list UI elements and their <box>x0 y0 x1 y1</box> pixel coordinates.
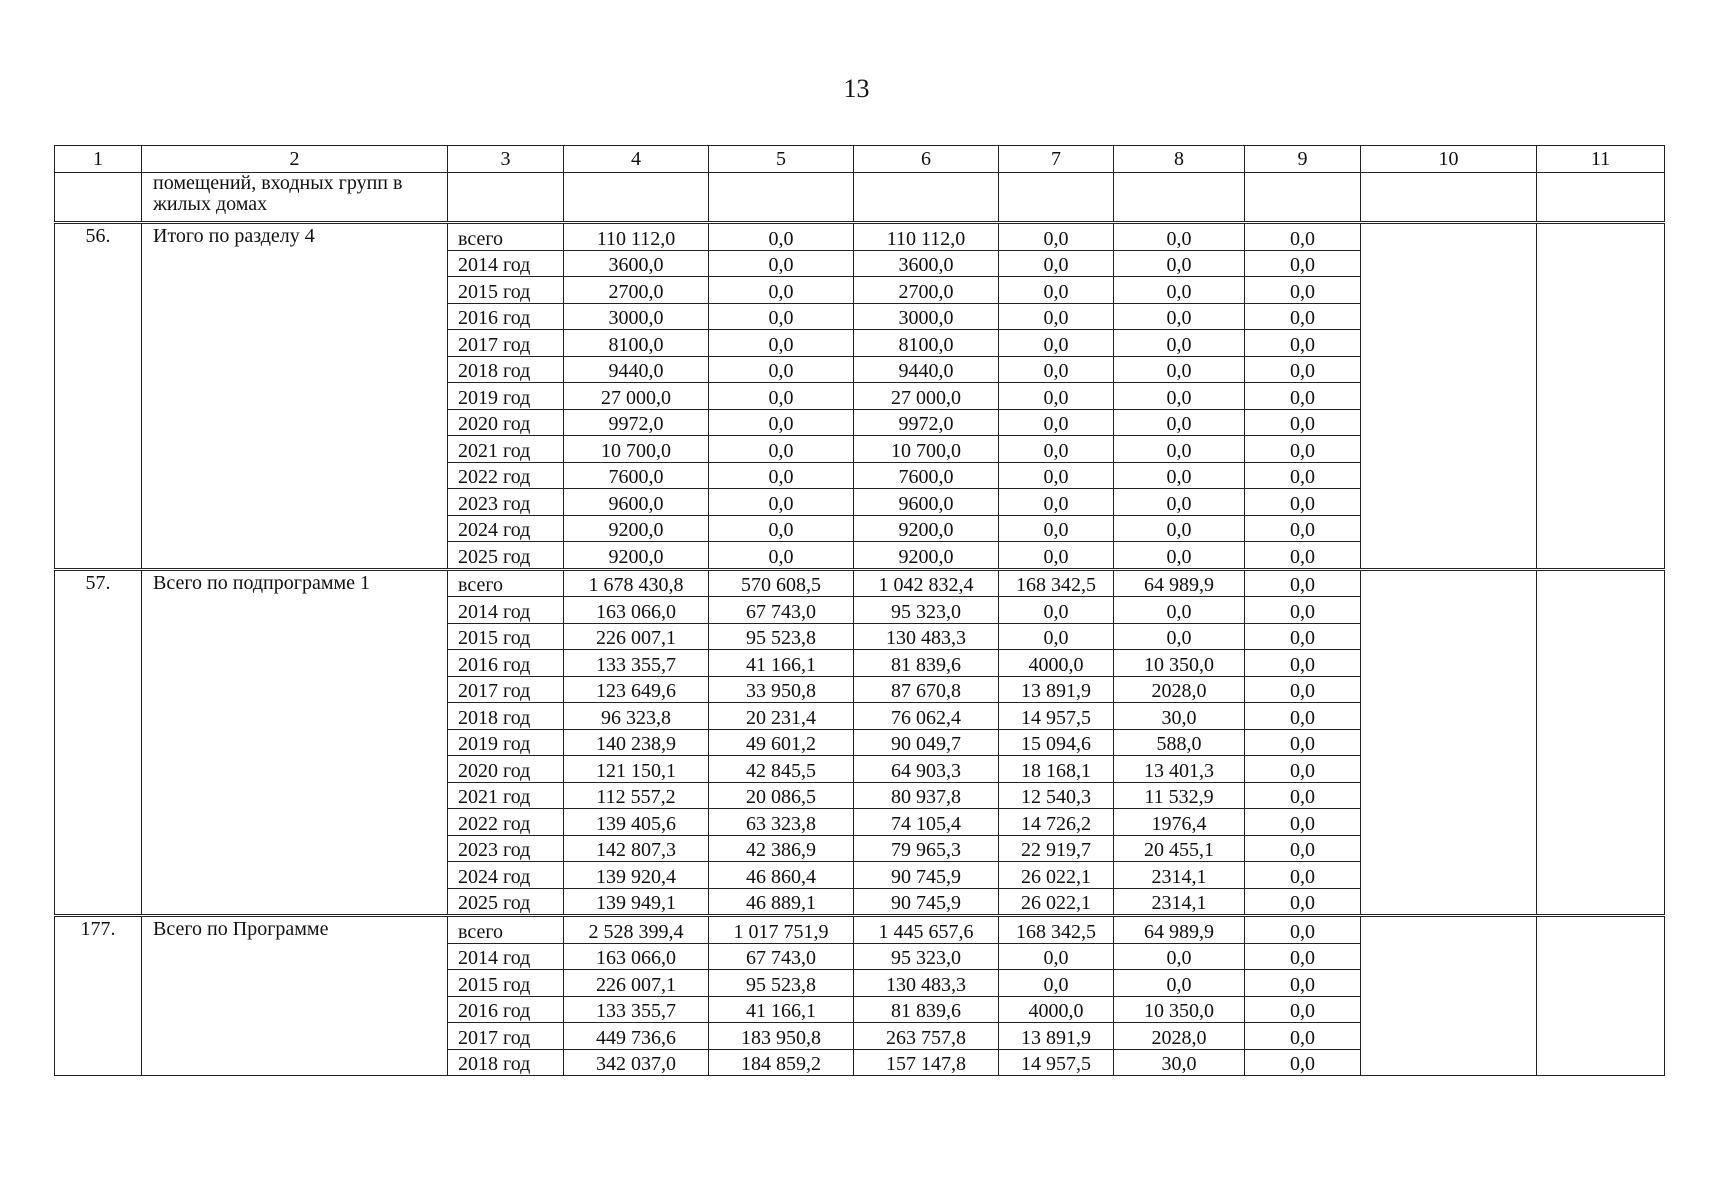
empty-cell <box>448 173 564 223</box>
value-cell-c6: 74 105,4 <box>854 809 999 836</box>
period-cell: 2015 год <box>448 623 564 650</box>
value-cell-c9: 0,0 <box>1245 462 1361 489</box>
empty-cell <box>1114 173 1245 223</box>
value-cell-c9: 0,0 <box>1245 729 1361 756</box>
value-cell-c8: 0,0 <box>1114 330 1245 357</box>
value-cell-c7: 13 891,9 <box>999 1023 1114 1050</box>
value-cell-c6: 3000,0 <box>854 303 999 330</box>
empty-cell <box>1537 173 1665 223</box>
value-cell-c6: 130 483,3 <box>854 623 999 650</box>
column-number: 6 <box>854 146 999 173</box>
value-cell-c9: 0,0 <box>1245 1049 1361 1076</box>
column-number: 8 <box>1114 146 1245 173</box>
value-cell-c7: 22 919,7 <box>999 835 1114 862</box>
value-cell-c8: 0,0 <box>1114 597 1245 624</box>
column-number: 9 <box>1245 146 1361 173</box>
value-cell-c9: 0,0 <box>1245 943 1361 970</box>
value-cell-c5: 95 523,8 <box>709 970 854 997</box>
value-cell-c8: 0,0 <box>1114 250 1245 277</box>
value-cell-c8: 10 350,0 <box>1114 996 1245 1023</box>
value-cell-c8: 588,0 <box>1114 729 1245 756</box>
value-cell-c4: 139 920,4 <box>564 862 709 889</box>
value-cell-c6: 263 757,8 <box>854 1023 999 1050</box>
value-cell-c9: 0,0 <box>1245 383 1361 410</box>
empty-col-10 <box>1361 569 1537 916</box>
value-cell-c8: 2314,1 <box>1114 862 1245 889</box>
row-number: 177. <box>55 916 142 1076</box>
column-number: 3 <box>448 146 564 173</box>
value-cell-c7: 4000,0 <box>999 650 1114 677</box>
value-cell-c8: 0,0 <box>1114 383 1245 410</box>
value-cell-c8: 2314,1 <box>1114 888 1245 916</box>
table-row <box>55 916 1665 944</box>
period-cell: 2023 год <box>448 489 564 516</box>
value-cell-c6: 157 147,8 <box>854 1049 999 1076</box>
value-cell-c5: 0,0 <box>709 409 854 436</box>
value-cell-c6: 1 042 832,4 <box>854 569 999 597</box>
value-cell-c8: 0,0 <box>1114 356 1245 383</box>
value-cell-c7: 0,0 <box>999 489 1114 516</box>
value-cell-c6: 79 965,3 <box>854 835 999 862</box>
value-cell-c5: 41 166,1 <box>709 650 854 677</box>
value-cell-c5: 95 523,8 <box>709 623 854 650</box>
value-cell-c5: 49 601,2 <box>709 729 854 756</box>
value-cell-c5: 0,0 <box>709 383 854 410</box>
column-number: 10 <box>1361 146 1537 173</box>
period-cell: 2024 год <box>448 515 564 542</box>
value-cell-c8: 30,0 <box>1114 1049 1245 1076</box>
value-cell-c6: 9600,0 <box>854 489 999 516</box>
value-cell-c6: 80 937,8 <box>854 782 999 809</box>
value-cell-c9: 0,0 <box>1245 888 1361 916</box>
value-cell-c7: 168 342,5 <box>999 569 1114 597</box>
empty-col-10 <box>1361 223 1537 570</box>
row-number: 56. <box>55 223 142 570</box>
value-cell-c6: 1 445 657,6 <box>854 916 999 944</box>
value-cell-c9: 0,0 <box>1245 223 1361 251</box>
empty-cell <box>55 173 142 223</box>
value-cell-c4: 27 000,0 <box>564 383 709 410</box>
value-cell-c4: 2700,0 <box>564 277 709 304</box>
page-number: 13 <box>843 74 870 103</box>
value-cell-c5: 46 889,1 <box>709 888 854 916</box>
value-cell-c6: 9200,0 <box>854 542 999 570</box>
value-cell-c4: 133 355,7 <box>564 650 709 677</box>
value-cell-c9: 0,0 <box>1245 597 1361 624</box>
value-cell-c4: 96 323,8 <box>564 703 709 730</box>
empty-col-10 <box>1361 916 1537 1076</box>
section-name: Всего по подпрограмме 1 <box>142 569 448 916</box>
value-cell-c5: 42 386,9 <box>709 835 854 862</box>
value-cell-c8: 64 989,9 <box>1114 569 1245 597</box>
value-cell-c7: 26 022,1 <box>999 862 1114 889</box>
period-cell: 2014 год <box>448 943 564 970</box>
value-cell-c4: 9972,0 <box>564 409 709 436</box>
value-cell-c8: 0,0 <box>1114 515 1245 542</box>
value-cell-c4: 142 807,3 <box>564 835 709 862</box>
value-cell-c6: 110 112,0 <box>854 223 999 251</box>
value-cell-c8: 13 401,3 <box>1114 756 1245 783</box>
value-cell-c4: 7600,0 <box>564 462 709 489</box>
period-cell: 2023 год <box>448 835 564 862</box>
value-cell-c4: 139 949,1 <box>564 888 709 916</box>
value-cell-c4: 449 736,6 <box>564 1023 709 1050</box>
value-cell-c9: 0,0 <box>1245 303 1361 330</box>
value-cell-c8: 0,0 <box>1114 489 1245 516</box>
value-cell-c7: 14 726,2 <box>999 809 1114 836</box>
value-cell-c9: 0,0 <box>1245 1023 1361 1050</box>
table-row <box>55 223 1665 251</box>
period-cell: 2017 год <box>448 1023 564 1050</box>
value-cell-c8: 0,0 <box>1114 409 1245 436</box>
value-cell-c4: 1 678 430,8 <box>564 569 709 597</box>
value-cell-c5: 0,0 <box>709 303 854 330</box>
value-cell-c7: 4000,0 <box>999 996 1114 1023</box>
value-cell-c5: 1 017 751,9 <box>709 916 854 944</box>
row-number: 57. <box>55 569 142 916</box>
value-cell-c5: 0,0 <box>709 356 854 383</box>
value-cell-c6: 87 670,8 <box>854 676 999 703</box>
value-cell-c5: 46 860,4 <box>709 862 854 889</box>
value-cell-c5: 20 231,4 <box>709 703 854 730</box>
value-cell-c8: 0,0 <box>1114 970 1245 997</box>
value-cell-c5: 0,0 <box>709 542 854 570</box>
value-cell-c7: 0,0 <box>999 330 1114 357</box>
value-cell-c4: 226 007,1 <box>564 623 709 650</box>
period-cell: 2015 год <box>448 970 564 997</box>
value-cell-c7: 0,0 <box>999 223 1114 251</box>
value-cell-c9: 0,0 <box>1245 756 1361 783</box>
period-cell: 2024 год <box>448 862 564 889</box>
value-cell-c7: 0,0 <box>999 597 1114 624</box>
table-header <box>55 146 1665 223</box>
value-cell-c7: 0,0 <box>999 436 1114 463</box>
value-cell-c5: 41 166,1 <box>709 996 854 1023</box>
value-cell-c9: 0,0 <box>1245 250 1361 277</box>
value-cell-c4: 9440,0 <box>564 356 709 383</box>
period-cell: 2025 год <box>448 542 564 570</box>
table-row <box>55 569 1665 597</box>
value-cell-c4: 342 037,0 <box>564 1049 709 1076</box>
value-cell-c4: 112 557,2 <box>564 782 709 809</box>
value-cell-c5: 0,0 <box>709 330 854 357</box>
period-cell: 2025 год <box>448 888 564 916</box>
value-cell-c5: 20 086,5 <box>709 782 854 809</box>
period-cell: 2021 год <box>448 782 564 809</box>
column-number: 2 <box>142 146 448 173</box>
period-cell: 2022 год <box>448 809 564 836</box>
value-cell-c6: 81 839,6 <box>854 650 999 677</box>
column-number: 1 <box>55 146 142 173</box>
value-cell-c7: 168 342,5 <box>999 916 1114 944</box>
value-cell-c9: 0,0 <box>1245 970 1361 997</box>
continuation-text: помещений, входных групп в жилых домах <box>142 173 448 223</box>
value-cell-c9: 0,0 <box>1245 436 1361 463</box>
value-cell-c7: 0,0 <box>999 515 1114 542</box>
value-cell-c4: 2 528 399,4 <box>564 916 709 944</box>
period-cell: 2021 год <box>448 436 564 463</box>
budget-table <box>54 145 1665 1076</box>
value-cell-c9: 0,0 <box>1245 409 1361 436</box>
period-cell: всего <box>448 223 564 251</box>
period-cell: всего <box>448 916 564 944</box>
value-cell-c7: 0,0 <box>999 409 1114 436</box>
value-cell-c8: 0,0 <box>1114 462 1245 489</box>
value-cell-c6: 90 745,9 <box>854 862 999 889</box>
period-cell: 2018 год <box>448 356 564 383</box>
value-cell-c4: 9200,0 <box>564 542 709 570</box>
value-cell-c8: 0,0 <box>1114 223 1245 251</box>
value-cell-c4: 9200,0 <box>564 515 709 542</box>
value-cell-c7: 12 540,3 <box>999 782 1114 809</box>
period-cell: 2018 год <box>448 1049 564 1076</box>
value-cell-c4: 133 355,7 <box>564 996 709 1023</box>
value-cell-c6: 90 745,9 <box>854 888 999 916</box>
value-cell-c6: 9440,0 <box>854 356 999 383</box>
value-cell-c7: 0,0 <box>999 250 1114 277</box>
value-cell-c6: 95 323,0 <box>854 597 999 624</box>
value-cell-c8: 10 350,0 <box>1114 650 1245 677</box>
value-cell-c4: 10 700,0 <box>564 436 709 463</box>
section-name: Всего по Программе <box>142 916 448 1076</box>
value-cell-c6: 27 000,0 <box>854 383 999 410</box>
value-cell-c5: 67 743,0 <box>709 943 854 970</box>
value-cell-c6: 9200,0 <box>854 515 999 542</box>
value-cell-c8: 0,0 <box>1114 623 1245 650</box>
value-cell-c8: 20 455,1 <box>1114 835 1245 862</box>
value-cell-c5: 0,0 <box>709 436 854 463</box>
value-cell-c7: 0,0 <box>999 303 1114 330</box>
value-cell-c5: 33 950,8 <box>709 676 854 703</box>
value-cell-c6: 7600,0 <box>854 462 999 489</box>
value-cell-c9: 0,0 <box>1245 862 1361 889</box>
value-cell-c8: 2028,0 <box>1114 1023 1245 1050</box>
period-cell: 2020 год <box>448 756 564 783</box>
value-cell-c8: 64 989,9 <box>1114 916 1245 944</box>
value-cell-c9: 0,0 <box>1245 996 1361 1023</box>
value-cell-c4: 110 112,0 <box>564 223 709 251</box>
period-cell: всего <box>448 569 564 597</box>
period-cell: 2016 год <box>448 650 564 677</box>
value-cell-c8: 0,0 <box>1114 542 1245 570</box>
value-cell-c9: 0,0 <box>1245 489 1361 516</box>
value-cell-c6: 10 700,0 <box>854 436 999 463</box>
empty-col-11 <box>1537 223 1665 570</box>
table-section <box>55 569 1665 916</box>
value-cell-c6: 90 049,7 <box>854 729 999 756</box>
value-cell-c7: 0,0 <box>999 943 1114 970</box>
value-cell-c5: 0,0 <box>709 277 854 304</box>
period-cell: 2016 год <box>448 303 564 330</box>
period-cell: 2019 год <box>448 729 564 756</box>
value-cell-c7: 0,0 <box>999 277 1114 304</box>
period-cell: 2022 год <box>448 462 564 489</box>
value-cell-c6: 2700,0 <box>854 277 999 304</box>
value-cell-c8: 11 532,9 <box>1114 782 1245 809</box>
value-cell-c7: 0,0 <box>999 462 1114 489</box>
empty-cell <box>1361 173 1537 223</box>
value-cell-c8: 0,0 <box>1114 303 1245 330</box>
period-cell: 2017 год <box>448 330 564 357</box>
value-cell-c7: 0,0 <box>999 383 1114 410</box>
value-cell-c7: 15 094,6 <box>999 729 1114 756</box>
value-cell-c9: 0,0 <box>1245 650 1361 677</box>
value-cell-c4: 3600,0 <box>564 250 709 277</box>
value-cell-c6: 64 903,3 <box>854 756 999 783</box>
value-cell-c7: 13 891,9 <box>999 676 1114 703</box>
value-cell-c7: 0,0 <box>999 356 1114 383</box>
value-cell-c5: 42 845,5 <box>709 756 854 783</box>
period-cell: 2014 год <box>448 250 564 277</box>
empty-cell <box>1245 173 1361 223</box>
value-cell-c5: 0,0 <box>709 250 854 277</box>
empty-cell <box>999 173 1114 223</box>
value-cell-c7: 0,0 <box>999 970 1114 997</box>
value-cell-c5: 0,0 <box>709 223 854 251</box>
period-cell: 2018 год <box>448 703 564 730</box>
value-cell-c7: 18 168,1 <box>999 756 1114 783</box>
value-cell-c4: 226 007,1 <box>564 970 709 997</box>
period-cell: 2020 год <box>448 409 564 436</box>
column-number: 7 <box>999 146 1114 173</box>
value-cell-c4: 3000,0 <box>564 303 709 330</box>
period-cell: 2014 год <box>448 597 564 624</box>
value-cell-c8: 1976,4 <box>1114 809 1245 836</box>
value-cell-c4: 8100,0 <box>564 330 709 357</box>
value-cell-c6: 76 062,4 <box>854 703 999 730</box>
empty-col-11 <box>1537 569 1665 916</box>
value-cell-c8: 0,0 <box>1114 943 1245 970</box>
empty-cell <box>854 173 999 223</box>
section-name: Итого по разделу 4 <box>142 223 448 570</box>
empty-col-11 <box>1537 916 1665 1076</box>
value-cell-c4: 163 066,0 <box>564 597 709 624</box>
empty-cell <box>564 173 709 223</box>
value-cell-c9: 0,0 <box>1245 916 1361 944</box>
value-cell-c9: 0,0 <box>1245 356 1361 383</box>
value-cell-c4: 140 238,9 <box>564 729 709 756</box>
column-number: 5 <box>709 146 854 173</box>
value-cell-c4: 139 405,6 <box>564 809 709 836</box>
value-cell-c8: 0,0 <box>1114 436 1245 463</box>
value-cell-c9: 0,0 <box>1245 623 1361 650</box>
value-cell-c7: 26 022,1 <box>999 888 1114 916</box>
table-section <box>55 916 1665 1076</box>
value-cell-c5: 67 743,0 <box>709 597 854 624</box>
value-cell-c9: 0,0 <box>1245 277 1361 304</box>
value-cell-c4: 123 649,6 <box>564 676 709 703</box>
value-cell-c5: 0,0 <box>709 462 854 489</box>
period-cell: 2017 год <box>448 676 564 703</box>
value-cell-c9: 0,0 <box>1245 782 1361 809</box>
value-cell-c7: 14 957,5 <box>999 1049 1114 1076</box>
period-cell: 2019 год <box>448 383 564 410</box>
column-number: 4 <box>564 146 709 173</box>
value-cell-c6: 3600,0 <box>854 250 999 277</box>
table-section <box>55 223 1665 570</box>
value-cell-c8: 30,0 <box>1114 703 1245 730</box>
value-cell-c8: 0,0 <box>1114 277 1245 304</box>
value-cell-c9: 0,0 <box>1245 809 1361 836</box>
value-cell-c5: 184 859,2 <box>709 1049 854 1076</box>
value-cell-c7: 0,0 <box>999 623 1114 650</box>
value-cell-c4: 121 150,1 <box>564 756 709 783</box>
value-cell-c6: 95 323,0 <box>854 943 999 970</box>
empty-cell <box>709 173 854 223</box>
value-cell-c4: 163 066,0 <box>564 943 709 970</box>
period-cell: 2016 год <box>448 996 564 1023</box>
value-cell-c5: 63 323,8 <box>709 809 854 836</box>
column-number-row <box>55 146 1665 173</box>
value-cell-c6: 9972,0 <box>854 409 999 436</box>
column-number: 11 <box>1537 146 1665 173</box>
value-cell-c9: 0,0 <box>1245 835 1361 862</box>
value-cell-c4: 9600,0 <box>564 489 709 516</box>
value-cell-c6: 81 839,6 <box>854 996 999 1023</box>
value-cell-c6: 130 483,3 <box>854 970 999 997</box>
value-cell-c9: 0,0 <box>1245 330 1361 357</box>
value-cell-c9: 0,0 <box>1245 703 1361 730</box>
value-cell-c9: 0,0 <box>1245 542 1361 570</box>
value-cell-c5: 570 608,5 <box>709 569 854 597</box>
value-cell-c9: 0,0 <box>1245 676 1361 703</box>
value-cell-c9: 0,0 <box>1245 569 1361 597</box>
value-cell-c7: 0,0 <box>999 542 1114 570</box>
continuation-row <box>55 173 1665 223</box>
period-cell: 2015 год <box>448 277 564 304</box>
value-cell-c6: 8100,0 <box>854 330 999 357</box>
value-cell-c5: 0,0 <box>709 489 854 516</box>
value-cell-c8: 2028,0 <box>1114 676 1245 703</box>
value-cell-c5: 183 950,8 <box>709 1023 854 1050</box>
value-cell-c7: 14 957,5 <box>999 703 1114 730</box>
value-cell-c9: 0,0 <box>1245 515 1361 542</box>
value-cell-c5: 0,0 <box>709 515 854 542</box>
